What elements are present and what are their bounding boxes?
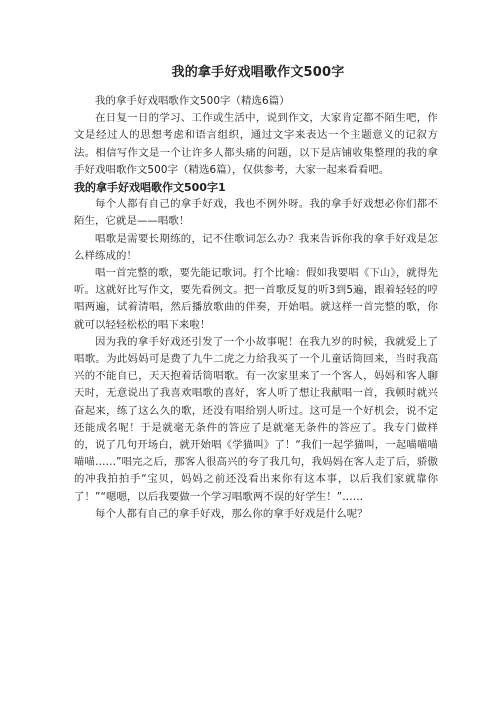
intro-paragraph: 在日复一日的学习、工作或生活中，说到作文，大家肯定都不陌生吧，作文是经过人的思想考虑和语言组织，通过文字来表达一个主题意义的记叙方法。相信写作文是一个让许多人都头痛的问题，以下是店铺收集整理的我的拿手好戏唱歌作文500字（精选6篇），仅供参考，大家一起来看看吧。 xyxy=(74,112,438,176)
body-paragraph: 每个人都有自己的拿手好戏，我也不例外呀。我的拿手好戏想必你们都不陌生，它就是——唱歌！ xyxy=(74,198,438,228)
body-paragraph: 唱一首完整的歌，要先能记歌词。打个比喻：假如我要唱《下山》，就得先听。这就好比写作文，要先看例文。把一首歌反复的听3到5遍，跟着轻轻的哼唱两遍，试着清唱，然后播放歌曲的伴奏，开始唱。就这样一首完整的歌，你就可以轻轻松松的唱下来啦！ xyxy=(74,267,438,331)
body-paragraph: 因为我的拿手好戏还引发了一个小故事呢！在我九岁的时候，我就爱上了唱歌。为此妈妈可是费了九牛二虎之力给我买了一个儿童话筒回来，当时我高兴的不能自已，天天抱着话筒唱歌。有一次家里来了一个客人，妈妈和客人聊天时，无意说出了我喜欢唱歌的喜好，客人听了想让我献唱一首，我顿时就兴奋起来，练了这么久的歌，还没有唱给别人听过。这可是一个好机会，说不定还能成名呢！于是就毫无条件的答应了是就毫无条件的答应了。我专门做样的，说了几句开场白，就开始唱《学猫叫》了！“我们一起学猫叫，一起喵喵喵喵喵……”唱完之后，那客人很高兴的夸了我几句，我妈妈在客人走了后，骄傲的冲我拍拍手“宝贝，妈妈之前还没看出来你有这本事，以后我们家就靠你了！”“嗯嗯，以后我要做一个学习唱歌两不误的好学生！”…… xyxy=(74,335,438,503)
body-paragraph: 唱歌是需要长期练的，记不住歌词怎么办？我来告诉你我的拿手好戏是怎么样练成的！ xyxy=(74,232,438,262)
document-title: 我的拿手好戏唱歌作文500字 xyxy=(171,65,345,80)
intro-heading: 我的拿手好戏唱歌作文500字（精选6篇） xyxy=(95,95,290,107)
body-paragraph: 每个人都有自己的拿手好戏，那么你的拿手好戏是什么呢？ xyxy=(95,507,368,520)
section-title: 我的拿手好戏唱歌作文500字1 xyxy=(74,181,226,195)
